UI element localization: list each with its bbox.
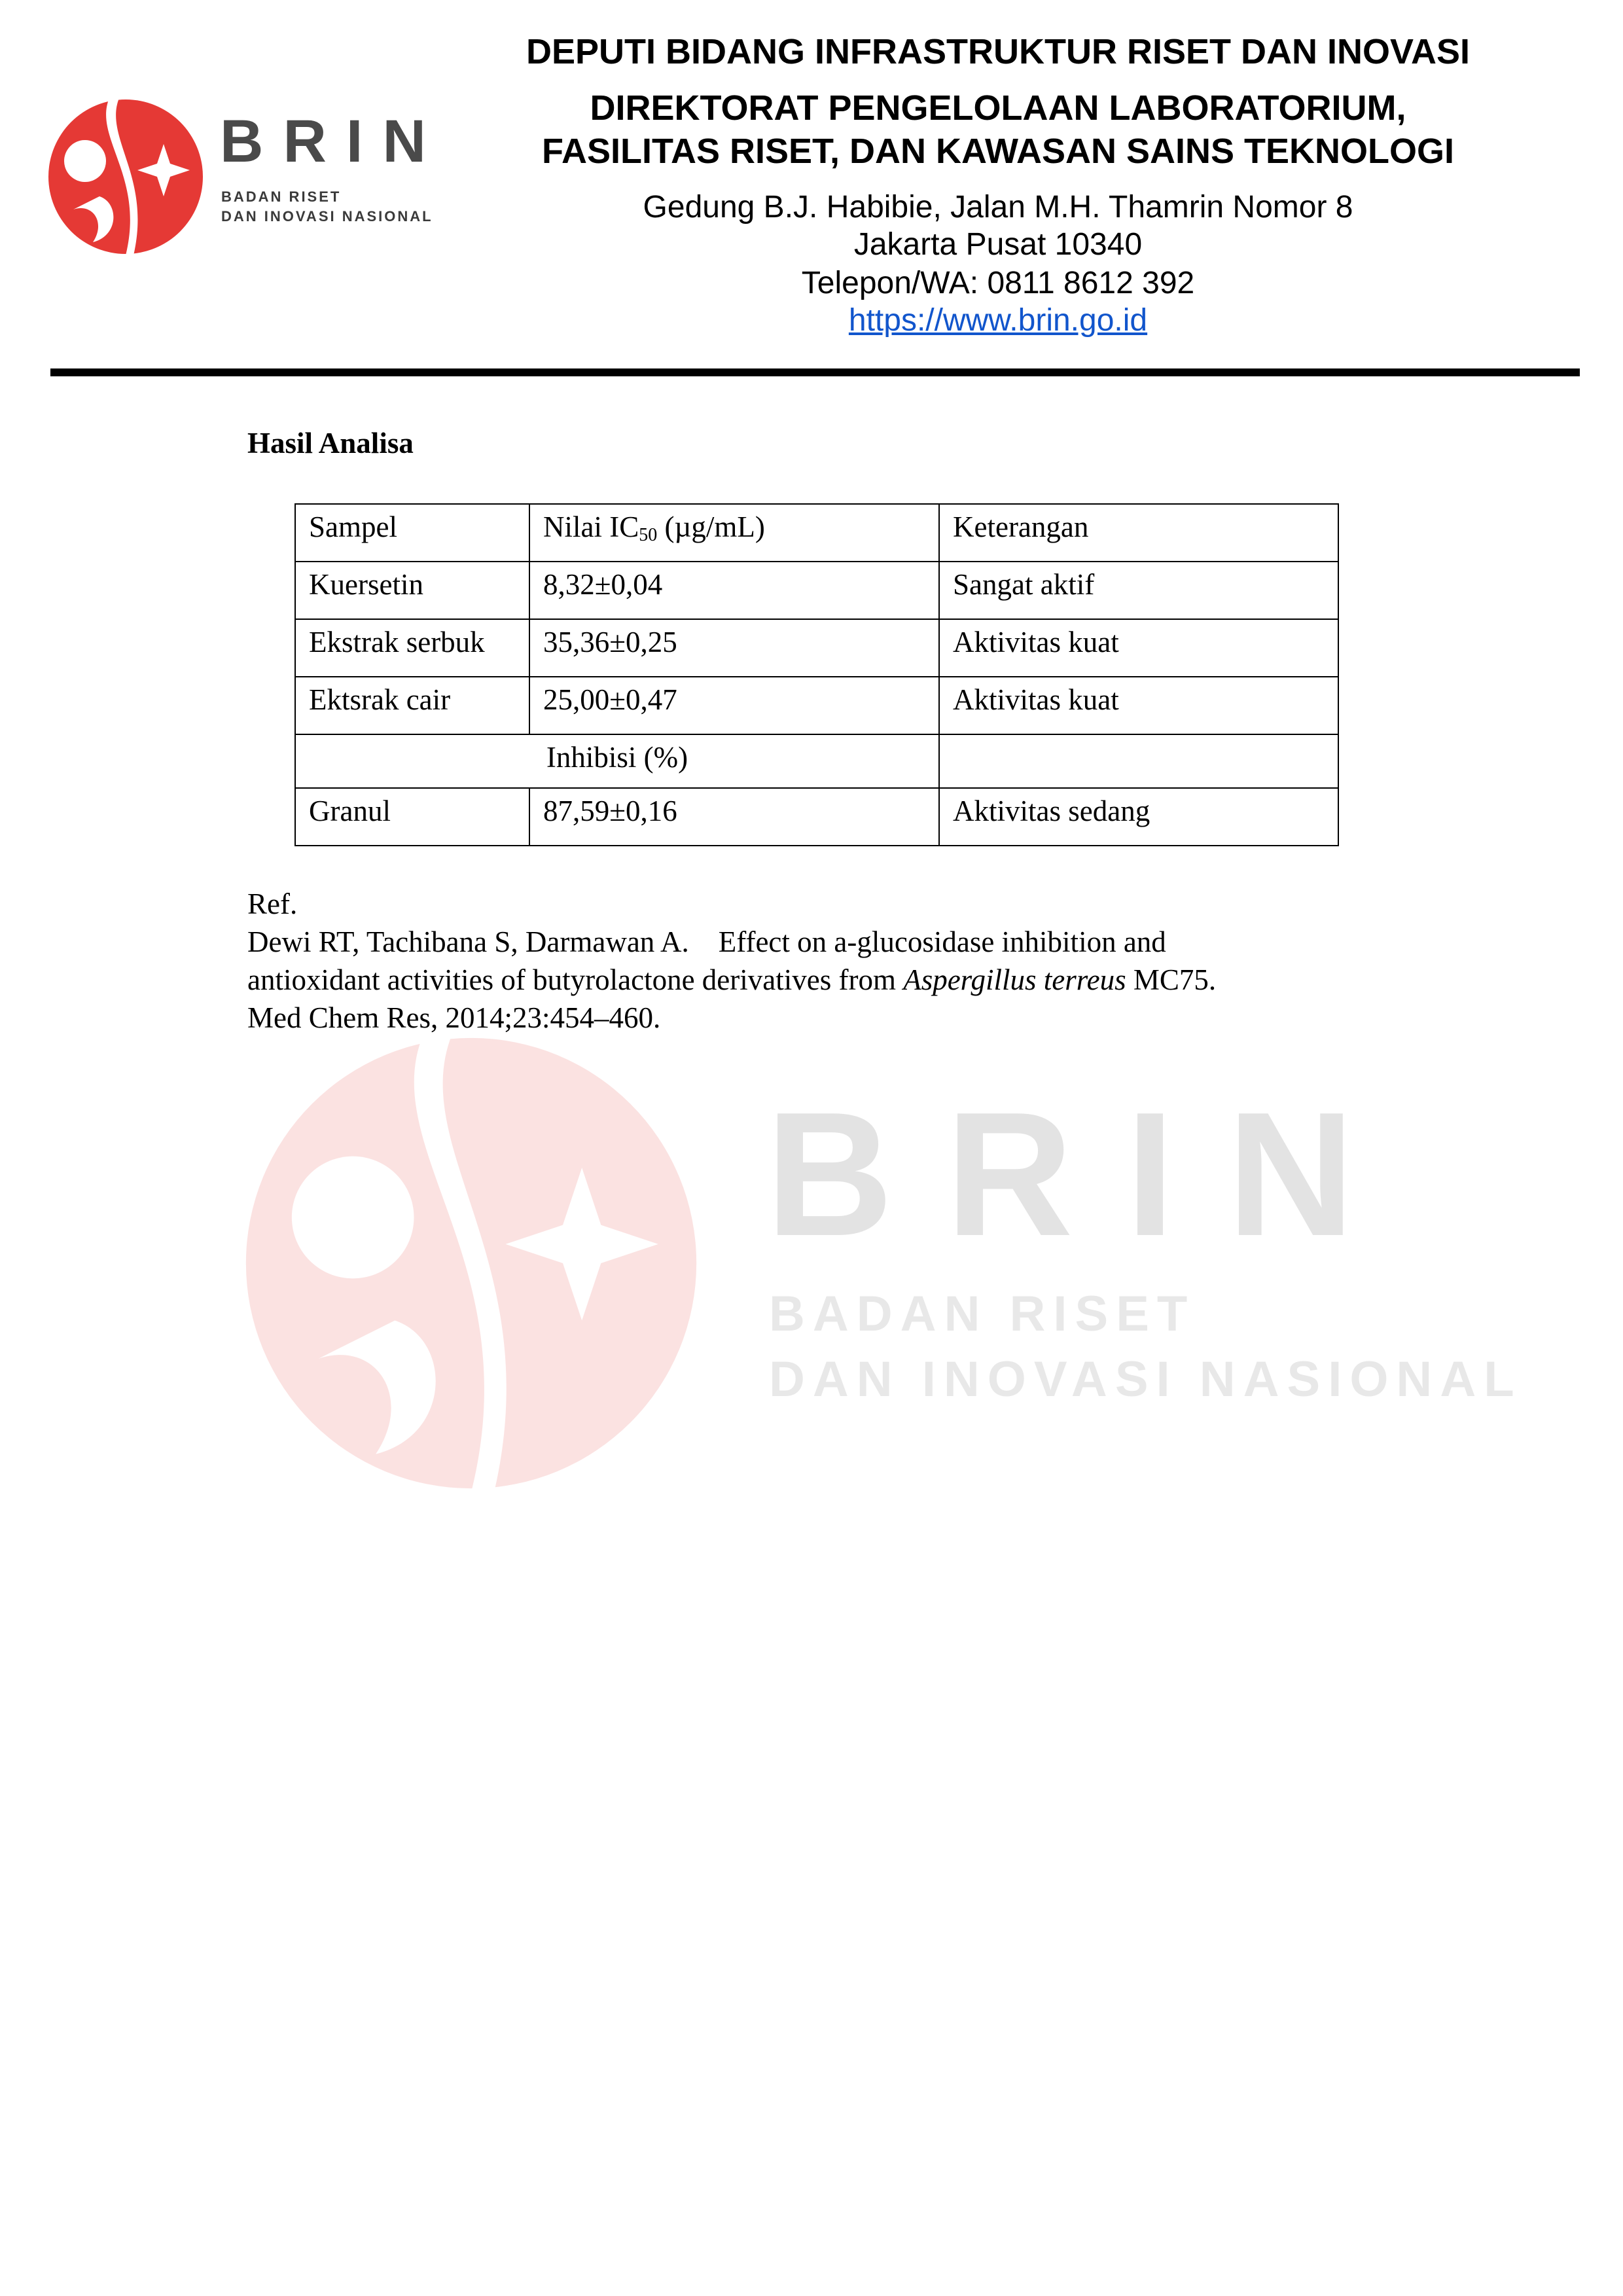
logo-wordmark: BRIN <box>220 108 446 175</box>
header-address-1: Gedung B.J. Habibie, Jalan M.H. Thamrin Nomor 8 <box>643 190 1353 224</box>
header-nilai-suffix: (µg/mL) <box>657 511 765 543</box>
cell-keterangan: Aktivitas kuat <box>939 619 1338 677</box>
table-row <box>295 677 1338 734</box>
inhibisi-label: Inhibisi (%) <box>295 734 939 788</box>
reference-line-2 <box>247 961 1216 999</box>
watermark-subtitle-1: BADAN RISET <box>769 1286 1196 1342</box>
header-nilai <box>529 504 939 562</box>
header-nilai-prefix: Nilai IC <box>543 511 639 543</box>
table-row-granul <box>295 788 1338 846</box>
header-deputy: DEPUTI BIDANG INFRASTRUKTUR RISET DAN INOVASI <box>526 32 1471 71</box>
reference-line-3: Med Chem Res, 2014;23:454–460. <box>247 1001 661 1034</box>
cell-sampel: Ekstrak serbuk <box>295 619 529 677</box>
header-divider <box>50 368 1580 376</box>
cell-nilai: 25,00±0,47 <box>529 677 939 734</box>
reference-label: Ref. <box>247 888 298 920</box>
reference-line-2-start: antioxidant activities of butyrolactone derivatives from <box>247 963 904 996</box>
table-row <box>295 619 1338 677</box>
reference-line-2-end: MC75. <box>1126 963 1217 996</box>
cell-nilai: 87,59±0,16 <box>529 788 939 846</box>
watermark-subtitle-2: DAN INOVASI NASIONAL <box>769 1352 1522 1407</box>
results-table <box>294 503 1339 846</box>
logo-subtitle-2: DAN INOVASI NASIONAL <box>221 208 433 224</box>
reference-block <box>247 885 1216 1037</box>
cell-sampel: Ektsrak cair <box>295 677 529 734</box>
header-phone: Telepon/WA: 0811 8612 392 <box>801 266 1195 300</box>
table-header-row <box>295 504 1338 562</box>
inhibisi-row <box>295 734 1338 788</box>
cell-keterangan: Aktivitas kuat <box>939 677 1338 734</box>
section-title: Hasil Analisa <box>247 427 414 459</box>
reference-line-1: Dewi RT, Tachibana S, Darmawan A. Effect on a-glucosidase inhibition and <box>247 925 1166 958</box>
cell-nilai: 35,36±0,25 <box>529 619 939 677</box>
inhibisi-empty-cell <box>939 734 1338 788</box>
header-website-wrap <box>484 305 1512 336</box>
header-directorate-1: DIREKTORAT PENGELOLAAN LABORATORIUM, <box>590 88 1406 128</box>
cell-keterangan: Sangat aktif <box>939 562 1338 619</box>
watermark-wordmark: BRIN <box>766 1076 1407 1273</box>
website-link[interactable]: https://www.brin.go.id <box>848 303 1148 338</box>
cell-nilai: 8,32±0,04 <box>529 562 939 619</box>
header-keterangan: Keterangan <box>939 504 1338 562</box>
table-row <box>295 562 1338 619</box>
header-sampel: Sampel <box>295 504 529 562</box>
brin-watermark-icon <box>242 1034 700 1492</box>
cell-sampel: Kuersetin <box>295 562 529 619</box>
brin-logo-icon <box>47 98 204 255</box>
header-directorate-2: FASILITAS RISET, DAN KAWASAN SAINS TEKNOLOGI <box>541 132 1455 171</box>
header-nilai-sub: 50 <box>639 525 658 545</box>
cell-sampel: Granul <box>295 788 529 846</box>
header-address-2: Jakarta Pusat 10340 <box>853 227 1143 262</box>
reference-species: Aspergillus terreus <box>903 963 1126 996</box>
cell-keterangan: Aktivitas sedang <box>939 788 1338 846</box>
logo-subtitle-1: BADAN RISET <box>221 188 342 205</box>
